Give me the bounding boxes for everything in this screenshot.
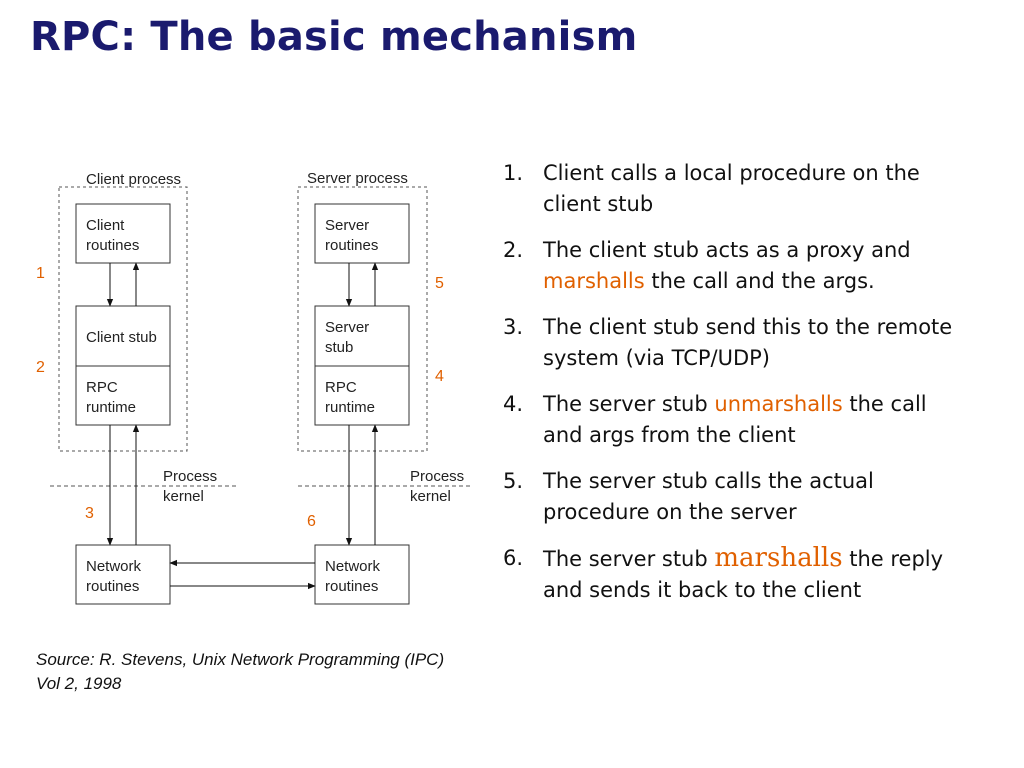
step-marker-2: 2 [36, 359, 45, 376]
highlight-term: marshalls [543, 269, 645, 293]
highlight-term: marshalls [714, 543, 843, 573]
step-text: The client stub send this to the remote system (via TCP/UDP) [543, 315, 953, 370]
server-stub-label-1: Server [325, 319, 370, 336]
step-marker-3: 3 [85, 505, 94, 522]
client-boundary-label-2: kernel [163, 488, 204, 505]
step-number: 5. [503, 469, 524, 493]
step-marker-4: 4 [435, 368, 444, 385]
step-item-1 [503, 158, 963, 220]
source-line-1: Source: R. Stevens, Unix Network Programming (IPC) [36, 650, 445, 669]
step-item-6 [503, 543, 963, 606]
client-boundary-label-1: Process [163, 468, 218, 485]
server-routines-label-1: Server [325, 217, 370, 234]
step-number: 1. [503, 161, 524, 185]
server-routines-label-2: routines [325, 237, 379, 254]
step-text-after: the call and the args. [651, 269, 875, 293]
server-boundary-label-2: kernel [410, 488, 451, 505]
slide-title: RPC: The basic mechanism [30, 14, 638, 60]
step-number: 6. [503, 546, 524, 570]
step-marker-1: 1 [36, 265, 45, 282]
step-marker-5: 5 [435, 275, 444, 292]
step-number: 4. [503, 392, 524, 416]
client-routines-label-1: Client [86, 217, 125, 234]
step-text: Client calls a local procedure on the client stub [543, 161, 920, 216]
step-text-after: the call and args from the client [543, 392, 927, 447]
step-item-3 [503, 312, 963, 374]
server-rpc-runtime-label-1: RPC [325, 379, 357, 396]
server-rpc-runtime-label-2: runtime [325, 399, 376, 416]
source-line-2: Vol 2, 1998 [36, 674, 122, 693]
step-marker-6: 6 [307, 513, 316, 530]
server-stub-box [315, 306, 409, 366]
server-network-label-2: routines [325, 578, 379, 595]
server-network-label-1: Network [325, 558, 381, 575]
step-item-5 [503, 466, 963, 528]
rpc-diagram [0, 0, 500, 640]
server-process-label: Server process [307, 170, 408, 187]
client-stub-label: Client stub [86, 329, 157, 346]
step-number: 2. [503, 238, 524, 262]
step-text-before: The server stub [543, 392, 708, 416]
client-network-label-2: routines [86, 578, 140, 595]
step-text: The server stub calls the actual procedure on the server [543, 469, 874, 524]
step-text-after: the reply and sends it back to the client [543, 547, 944, 602]
step-number: 3. [503, 315, 524, 339]
step-text-before: The server stub [543, 547, 708, 571]
source-citation [36, 648, 516, 696]
client-rpc-runtime-label-1: RPC [86, 379, 118, 396]
client-routines-label-2: routines [86, 237, 140, 254]
client-rpc-runtime-label-2: runtime [86, 399, 137, 416]
server-boundary-label-1: Process [410, 468, 465, 485]
client-network-label-1: Network [86, 558, 142, 575]
server-stub-label-2: stub [325, 339, 354, 356]
steps-list [503, 158, 963, 621]
step-item-2 [503, 235, 963, 297]
highlight-term: unmarshalls [714, 392, 843, 416]
step-item-4 [503, 389, 963, 451]
client-process-label: Client process [86, 171, 182, 188]
step-text-before: The client stub acts as a proxy and [543, 238, 911, 262]
